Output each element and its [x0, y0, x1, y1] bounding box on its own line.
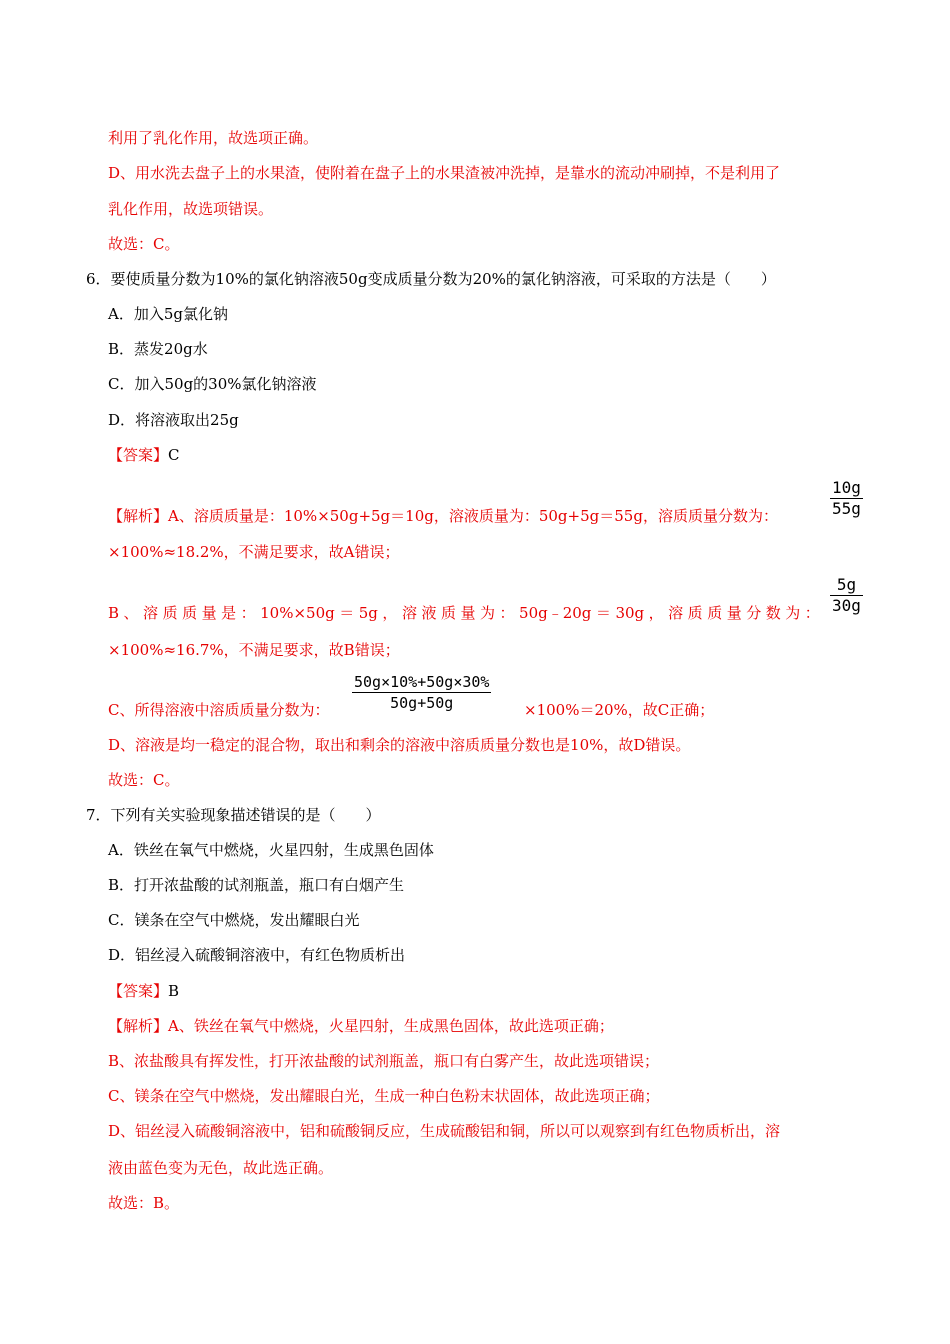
q6-answer: [108, 445, 180, 465]
q7-option-c: C．镁条在空气中燃烧，发出耀眼白光: [108, 911, 360, 929]
q6-fraction-c: [352, 672, 491, 713]
analysis-b-fragment: 质: [440, 604, 456, 622]
analysis-b-fragment: ＝: [595, 604, 611, 622]
fraction-denominator: 55g: [832, 499, 861, 518]
q7-analysis-b: B、浓盐酸具有挥发性，打开浓盐酸的试剂瓶盖，瓶口有白雾产生，故此选项错误；: [108, 1052, 660, 1070]
analysis-b-fragment: ：: [499, 604, 515, 622]
q7-conclusion: 故选：B。: [108, 1194, 180, 1212]
q6-analysis-d: D、溶液是均一稳定的混合物，取出和剩余的溶液中溶质质量分数也是10%，故D错误。: [108, 736, 691, 754]
q6-analysis-b-cont: ×100%≈16.7%，不满足要求，故B错误；: [108, 641, 400, 659]
analysis-b-fragment: ：: [804, 604, 820, 622]
q7-analysis-d-line1: D、铝丝浸入硫酸铜溶液中，铝和硫酸铜反应，生成硫酸铝和铜，所以可以观察到有红色物质析出，溶: [108, 1122, 781, 1140]
q6-stem: 6．要使质量分数为10%的氯化钠溶液50g变成质量分数为20%的氯化钠溶液，可采取的方法是（ ）: [86, 270, 776, 288]
q6-option-d: D．将溶液取出25g: [108, 411, 239, 429]
q7-analysis-c: C、镁条在空气中燃烧，发出耀眼白光，生成一种白色粉末状固体，故此选项正确；: [108, 1087, 660, 1105]
q5-option-c-end: 利用了乳化作用，故选项正确。: [108, 129, 319, 147]
q6-analysis-b: [108, 603, 820, 623]
q7-analysis-d-line2: 液由蓝色变为无色，故此选正确。: [108, 1159, 334, 1177]
analysis-b-fragment: ，: [648, 604, 664, 622]
analysis-b-fragment: 分: [746, 604, 762, 622]
analysis-b-fragment: 30g: [615, 604, 645, 622]
answer-value: C: [168, 446, 180, 464]
analysis-b-fragment: 量: [201, 604, 217, 622]
analysis-b-fragment: 是: [221, 604, 237, 622]
analysis-b-fragment: 质: [707, 604, 723, 622]
analysis-b-fragment: ＝: [339, 604, 355, 622]
analysis-b-fragment: 为: [785, 604, 801, 622]
analysis-b-fragment: 溶: [401, 604, 417, 622]
analysis-b-fragment: 10%×50g: [260, 604, 335, 622]
q6-analysis-c: C、所得溶液中溶质质量分数为：: [108, 701, 330, 719]
q7-option-b: B．打开浓盐酸的试剂瓶盖，瓶口有白烟产生: [108, 876, 405, 894]
analysis-b-fragment: ，: [382, 604, 398, 622]
q6-fraction-a: [830, 478, 863, 519]
q5-conclusion: 故选：C。: [108, 235, 180, 253]
q7-analysis-a: [108, 1016, 614, 1036]
analysis-b-fragment: 量: [726, 604, 742, 622]
q6-option-b: B．蒸发20g水: [108, 340, 208, 358]
analysis-b-fragment: 5g: [358, 604, 378, 622]
fraction-numerator: 50g×10%+50g×30%: [354, 673, 490, 691]
q6-option-a: A．加入5g氯化钠: [108, 305, 228, 323]
answer-label: 【答案】: [108, 982, 169, 1000]
q5-option-d-line1: D、用水洗去盘子上的水果渣，使附着在盘子上的水果渣被冲洗掉，是靠水的流动冲刷掉，不是利用了: [108, 164, 781, 182]
analysis-b-fragment: 质: [182, 604, 198, 622]
analysis-a-text: A、溶质质量是：10%×50g+5g＝10g，溶液质量为：50g+5g＝55g，溶质质量分数为：: [168, 507, 778, 525]
analysis-b-fragment: 质: [162, 604, 178, 622]
analysis-b-fragment: 、: [123, 604, 139, 622]
q5-option-d-line2: 乳化作用，故选项错误。: [108, 200, 274, 218]
fraction-denominator: 50g+50g: [390, 694, 454, 712]
q6-analysis-a-cont: ×100%≈18.2%，不满足要求，故A错误；: [108, 543, 400, 561]
fraction-numerator: 10g: [832, 478, 861, 497]
analysis-label: 【解析】: [108, 507, 169, 525]
answer-value: B: [168, 982, 180, 1000]
q6-analysis-a: [108, 506, 778, 526]
analysis-b-fragment: 质: [687, 604, 703, 622]
q7-option-d: D．铝丝浸入硫酸铜溶液中，有红色物质析出: [108, 946, 406, 964]
analysis-b-fragment: 液: [421, 604, 437, 622]
analysis-b-fragment: 50g﹣20g: [519, 604, 592, 622]
q7-answer: [108, 981, 179, 1001]
analysis-b-fragment: ：: [240, 604, 256, 622]
analysis-b-fragment: 数: [765, 604, 781, 622]
q6-analysis-c-cont: ×100%＝20%，故C正确；: [524, 701, 715, 719]
analysis-a-text: A、铁丝在氧气中燃烧，火星四射，生成黑色固体，故此选项正确；: [168, 1017, 614, 1035]
q6-fraction-b: [830, 575, 863, 616]
analysis-b-fragment: 为: [480, 604, 496, 622]
analysis-b-fragment: B: [108, 604, 120, 622]
q7-option-a: A．铁丝在氧气中燃烧，火星四射，生成黑色固体: [108, 841, 434, 859]
fraction-numerator: 5g: [836, 575, 857, 594]
answer-label: 【答案】: [108, 446, 169, 464]
fraction-denominator: 30g: [832, 596, 861, 615]
analysis-b-fragment: 溶: [668, 604, 684, 622]
analysis-b-fragment: 量: [460, 604, 476, 622]
q6-option-c: C．加入50g的30%氯化钠溶液: [108, 375, 317, 393]
analysis-b-fragment: 溶: [143, 604, 159, 622]
analysis-label: 【解析】: [108, 1017, 169, 1035]
q6-conclusion: 故选：C。: [108, 771, 180, 789]
q7-stem: 7．下列有关实验现象描述错误的是（ ）: [86, 806, 381, 824]
